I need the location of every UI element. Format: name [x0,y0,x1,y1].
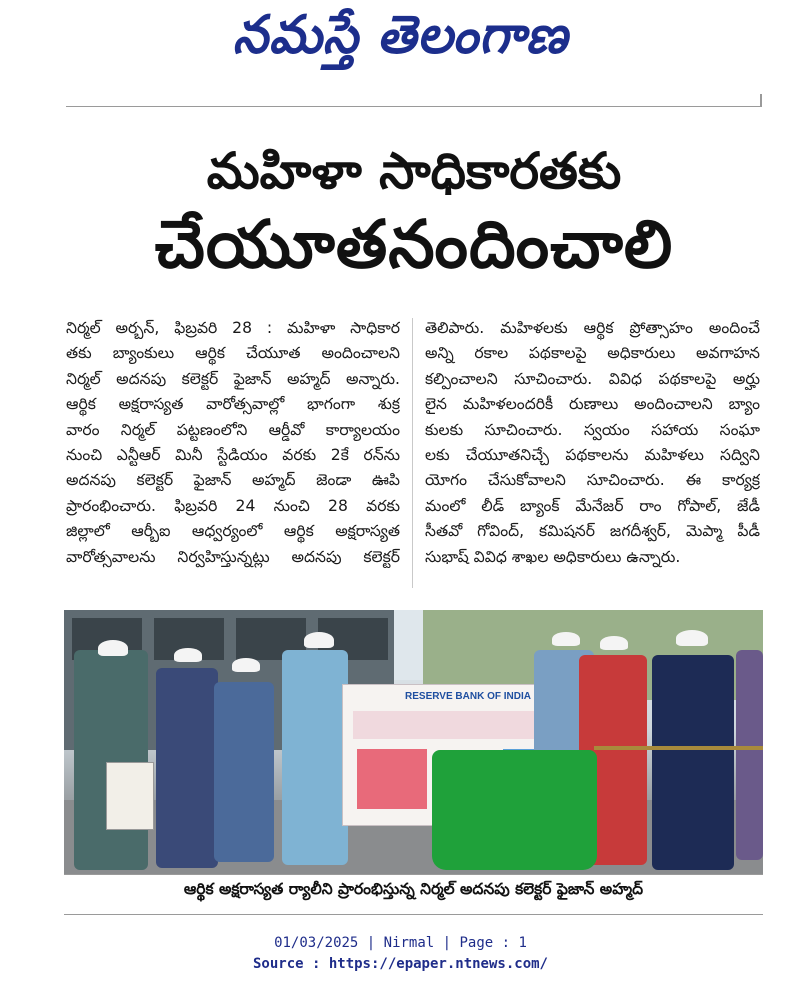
article-line: నిర్మల్ అదనపు కలెక్టర్ ఫైజాన్ అహ్మద్ అన్నారు. [66,369,400,388]
person [652,655,734,870]
cap [600,636,628,650]
photo-poster [106,762,154,830]
article-line: తెలిపారు. మహిళలకు ఆర్థిక ప్రోత్సాహం అందించే [425,319,760,337]
article-line: అదనపు కలెక్టర్ ఫైజాన్ అహ్మద్ జెండా ఊపి [66,471,400,490]
article-line: అన్ని రకాల పథకాలపై అధికారులు అవగాహన [425,344,760,363]
person [156,668,218,868]
cap [98,640,128,656]
cap [676,630,708,646]
article-line: తకు బ్యాంకులు ఆర్థిక చేయూత అందించాలని [66,344,400,363]
article-line: నుంచి ఎన్టీఆర్ మినీ స్టేడియం వరకు 2కే రన్‌ను [66,446,400,465]
article-line: సీతవో గోవింద్, కమిషనర్ జగదీశ్వర్, మెప్మా పీడీ [425,522,760,541]
green-flag [432,750,597,870]
cap [552,632,580,646]
masthead-rule-tick [760,94,762,107]
person [214,682,274,862]
footer-source[interactable]: Source : https://epaper.ntnews.com/ [252,956,548,972]
article-line: కులకు సూచించారు. స్వయం సహాయ సంఘా [425,420,760,439]
masthead-rule [66,106,762,107]
article-column-left [66,316,400,570]
cap [304,632,334,648]
person [282,650,348,865]
article-line: యోగం చేసుకోవాలని సూచించారు. ఈ కార్యక్ర [425,471,760,490]
cap [232,658,260,672]
photo-caption: ఆర్థిక అక్షరాస్యత ర్యాలీని ప్రారంభిస్తున్న నిర్మల్ అదనపు కలెక్టర్ ఫైజాన్ అహ్మద్ [183,880,644,898]
article-line: ప్రారంభించారు. ఫిబ్రవరి 24 నుంచి 28 వరకు [66,496,400,515]
headline-line-1: మహిళా సాధికారతకు [206,142,622,200]
masthead [0,3,801,76]
caption-rule-bottom [64,914,763,915]
footer-date-edition: 01/03/2025 | Nirmal | Page : 1 [274,935,527,951]
headline-line-2: చేయూతనందించాలి [154,206,674,283]
column-divider [412,318,413,588]
flag-pole [594,746,763,750]
article-column-right [425,316,760,570]
news-photo [64,610,763,874]
article-line: జిల్లాలో ఆర్బీఐ ఆధ్వర్యంలో ఆర్థిక అక్షరాస్యత [66,522,400,541]
article-line: వారోత్సవాలను నిర్వహిస్తున్నట్లు అదనపు కలెక్టర్ [66,547,400,566]
banner-poster [357,749,427,809]
cap [174,648,202,662]
article-line: వారం నిర్మల్ పట్టణంలోని ఆర్డీవో కార్యాలయం [66,420,400,439]
article-line: నిర్మల్ అర్బన్, ఫిబ్రవరి 28 : మహిళా సాధికార [66,319,400,337]
article-line: కల్పించాలని సూచించారు. వివిధ పథకాలపై అర్హు [425,369,760,388]
article-line: ఆర్థిక అక్షరాస్యత వారోత్సవాల్లో భాగంగా శుక్ర [66,395,400,414]
article-line: మంలో లీడ్ బ్యాంక్ మేనేజర్ రాం గోపాల్, జేడీ [425,496,760,515]
article-line: సుభాష్ వివిధ శాఖల అధికారులు ఉన్నారు. [425,547,681,566]
person [736,650,763,860]
article-line: లైన మహిళలందరికీ రుణాలు అందించాలని బ్యాం [425,395,760,414]
banner-title: RESERVE BANK OF INDIA [405,691,531,702]
person [74,650,148,870]
article-line: లకు చేయూతనిచ్చే పథకాలను మహిళలు సద్విని [425,446,760,465]
masthead-logo: నమస్తే తెలంగాణ [232,3,569,66]
